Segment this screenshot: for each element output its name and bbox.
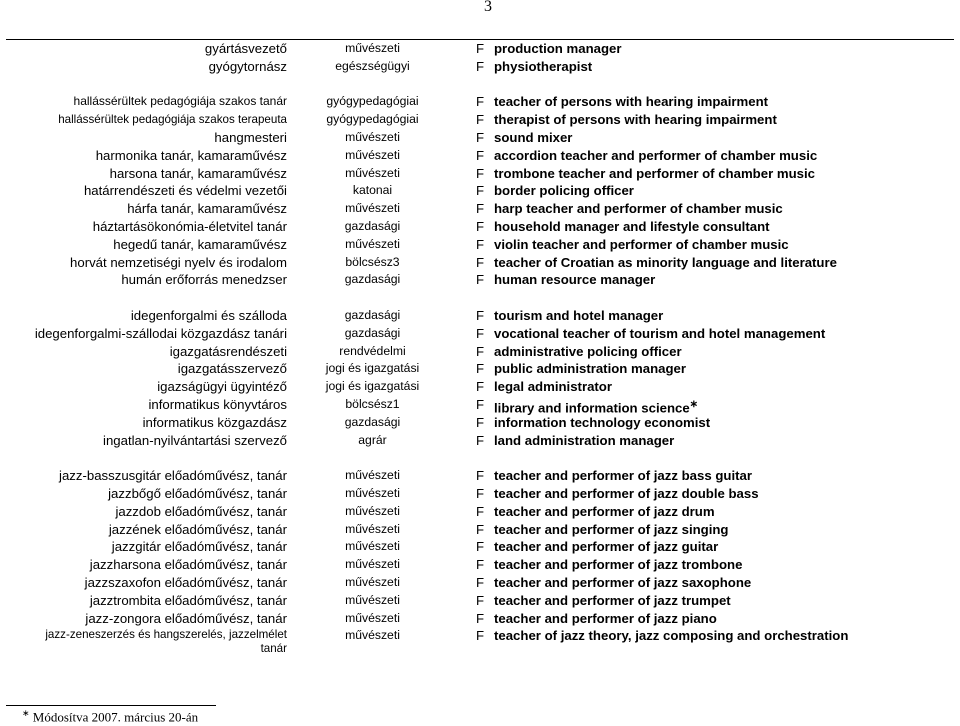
english-translation	[494, 182, 634, 200]
english-translation	[494, 627, 848, 645]
english-text: teacher and performer of jazz saxophone	[494, 574, 752, 590]
english-text: therapist of persons with hearing impairment	[494, 112, 777, 128]
hungarian-term: ingatlan-nyilvántartási szervező	[103, 432, 287, 448]
dictionary-table	[6, 40, 954, 658]
english-text: trombone teacher and performer of chamber music	[494, 165, 815, 181]
level-marker: F	[476, 557, 485, 573]
english-text: teacher and performer of jazz piano	[494, 610, 717, 626]
level-marker: F	[476, 272, 485, 288]
level-marker: F	[476, 183, 485, 199]
english-translation	[494, 236, 789, 254]
english-text: vocational teacher of tourism and hotel management	[494, 325, 826, 341]
level-marker: F	[476, 414, 485, 430]
level-marker: F	[476, 58, 485, 74]
category: művészeti	[345, 628, 400, 643]
category: gazdasági	[344, 307, 401, 322]
category: gyógypedagógiai	[326, 112, 419, 127]
english-translation	[494, 378, 612, 396]
level-marker: F	[476, 628, 485, 644]
english-translation	[494, 521, 729, 539]
table-row	[6, 182, 954, 200]
footnote-rule	[6, 705, 216, 706]
english-translation	[494, 200, 783, 218]
english-text: teacher and performer of jazz drum	[494, 503, 715, 519]
english-text: public administration manager	[494, 361, 686, 377]
table-row	[6, 271, 954, 289]
english-text: teacher and performer of jazz guitar	[494, 539, 719, 555]
hungarian-term: határrendészeti és védelmi vezetői	[83, 183, 287, 199]
english-text: teacher and performer of jazz double bass	[494, 485, 759, 501]
table-row	[6, 307, 954, 325]
hungarian-term: gyártásvezető	[204, 41, 287, 56]
hungarian-term: háztartásökonómia-életvitel tanár	[92, 218, 287, 234]
table-row	[6, 627, 954, 658]
level-marker: F	[476, 254, 485, 270]
category: gyógypedagógiai	[326, 94, 419, 109]
category: rendvédelmi	[339, 343, 406, 358]
english-text: teacher and performer of jazz bass guitar	[494, 468, 752, 484]
footnote-text: Módosítva 2007. március 20-án	[32, 709, 199, 725]
hungarian-term: jazzbőgő előadóművész, tanár	[108, 485, 287, 501]
level-marker: F	[476, 574, 485, 590]
table-row	[6, 432, 954, 450]
english-text: violin teacher and performer of chamber music	[494, 236, 789, 252]
table-row	[6, 129, 954, 147]
level-marker: F	[476, 218, 485, 234]
hungarian-term: igazgatásrendészeti	[169, 343, 287, 359]
hungarian-term: jazzgitár előadóművész, tanár	[111, 539, 287, 555]
level-marker: F	[476, 396, 485, 412]
footnote	[22, 708, 198, 725]
hungarian-term: hallássérültek pedagógiája szakos terapeuta	[58, 113, 287, 127]
category: művészeti	[345, 539, 400, 554]
table-row	[6, 325, 954, 343]
english-text: teacher of persons with hearing impairment	[494, 94, 769, 110]
english-translation	[494, 165, 815, 183]
table-row	[6, 556, 954, 574]
level-marker: F	[476, 201, 485, 217]
hungarian-term: hallássérültek pedagógiája szakos tanár	[73, 94, 287, 109]
hungarian-term: informatikus könyvtáros	[148, 396, 287, 412]
english-translation	[494, 574, 751, 592]
english-translation	[494, 432, 674, 450]
category: művészeti	[345, 557, 400, 572]
english-text: teacher and performer of jazz trumpet	[494, 592, 731, 608]
english-translation	[494, 485, 759, 503]
level-marker: F	[476, 236, 485, 252]
table-row	[6, 343, 954, 361]
level-marker: F	[476, 129, 485, 145]
english-translation	[494, 592, 731, 610]
hungarian-term: jazz-basszusgitár előadóművész, tanár	[59, 468, 287, 484]
level-marker: F	[476, 485, 485, 501]
table-row	[6, 254, 954, 272]
table-row	[6, 40, 954, 58]
english-translation	[494, 503, 715, 521]
level-marker: F	[476, 325, 485, 341]
level-marker: F	[476, 147, 485, 163]
table-row	[6, 378, 954, 396]
category: gazdasági	[344, 272, 401, 287]
level-marker: F	[476, 539, 485, 555]
english-translation	[494, 271, 655, 289]
english-text: teacher and performer of jazz singing	[494, 521, 729, 537]
level-marker: F	[476, 165, 485, 181]
hungarian-term-line2: tanár	[260, 642, 287, 656]
english-text: physiotherapist	[494, 58, 593, 74]
category: művészeti	[345, 574, 400, 589]
table-row	[6, 58, 954, 76]
section-gap	[6, 76, 954, 94]
category: művészeti	[345, 129, 400, 144]
english-text: production manager	[494, 41, 622, 56]
hungarian-term: idegenforgalmi-szállodai közgazdász tanári	[34, 325, 287, 341]
english-text: teacher of jazz theory, jazz composing and orchestration	[494, 628, 849, 644]
english-text: human resource manager	[494, 272, 656, 288]
english-translation	[494, 58, 592, 76]
table-row	[6, 610, 954, 628]
table-row	[6, 521, 954, 539]
level-marker: F	[476, 343, 485, 359]
hungarian-term: hegedű tanár, kamaraművész	[113, 236, 287, 252]
english-translation	[494, 325, 825, 343]
english-text: legal administrator	[494, 379, 612, 395]
hungarian-term: igazságügyi ügyintéző	[157, 379, 287, 395]
category: gazdasági	[344, 325, 401, 340]
table-row	[6, 218, 954, 236]
category: agrár	[358, 432, 387, 447]
english-translation	[494, 414, 710, 432]
english-translation	[494, 360, 686, 378]
english-translation	[494, 343, 682, 361]
category: jogi és igazgatási	[325, 379, 420, 394]
hungarian-term: informatikus közgazdász	[142, 414, 287, 430]
category: katonai	[352, 183, 393, 198]
table-row	[6, 414, 954, 432]
english-text: library and information science	[494, 400, 690, 416]
level-marker: F	[476, 592, 485, 608]
category: egészségügyi	[335, 58, 410, 73]
category: művészeti	[345, 485, 400, 500]
english-translation	[494, 254, 837, 272]
english-text: information technology economist	[494, 414, 711, 430]
english-text: teacher and performer of jazz trombone	[494, 557, 743, 573]
table-row	[6, 236, 954, 254]
category: művészeti	[345, 521, 400, 536]
english-text: administrative policing officer	[494, 343, 682, 359]
english-translation	[494, 307, 663, 325]
english-text: accordion teacher and performer of chamber music	[494, 147, 818, 163]
category: művészeti	[345, 147, 400, 162]
category: művészeti	[345, 592, 400, 607]
category: gazdasági	[344, 218, 401, 233]
category: művészeti	[345, 610, 400, 625]
level-marker: F	[476, 379, 485, 395]
table-row	[6, 360, 954, 378]
english-translation	[494, 93, 768, 111]
level-marker: F	[476, 521, 485, 537]
english-text: harp teacher and performer of chamber music	[494, 201, 783, 217]
table-row	[6, 592, 954, 610]
english-translation	[494, 610, 717, 628]
level-marker: F	[476, 468, 485, 484]
level-marker: F	[476, 112, 485, 128]
table-row	[6, 485, 954, 503]
english-translation	[494, 538, 718, 556]
category: művészeti	[345, 503, 400, 518]
table-row	[6, 503, 954, 521]
hungarian-term-line1: jazz-zeneszerzés és hangszerelés, jazzelmélet	[45, 628, 287, 642]
table-row	[6, 93, 954, 111]
level-marker: F	[476, 610, 485, 626]
section-gap	[6, 289, 954, 307]
category: művészeti	[345, 468, 400, 483]
table-row	[6, 147, 954, 165]
section-gap	[6, 449, 954, 467]
hungarian-term: harsona tanár, kamaraművész	[109, 165, 287, 181]
english-translation	[494, 467, 752, 485]
english-translation	[494, 40, 622, 58]
level-marker: F	[476, 307, 485, 323]
hungarian-term: jazz-zongora előadóművész, tanár	[85, 610, 287, 626]
english-text: border policing officer	[494, 183, 634, 199]
hungarian-term: idegenforgalmi és szálloda	[130, 307, 287, 323]
hungarian-term: jazzdob előadóművész, tanár	[115, 503, 287, 519]
table-row	[6, 574, 954, 592]
hungarian-term: horvát nemzetiségi nyelv és irodalom	[70, 254, 287, 270]
english-translation	[494, 556, 742, 574]
english-text: sound mixer	[494, 129, 573, 145]
level-marker: F	[476, 361, 485, 377]
table-row	[6, 396, 954, 414]
english-translation	[494, 147, 817, 165]
category: művészeti	[345, 201, 400, 216]
hungarian-term: jazzének előadóművész, tanár	[108, 521, 287, 537]
table-row	[6, 165, 954, 183]
table-row	[6, 538, 954, 556]
hungarian-term: humán erőforrás menedzser	[121, 272, 287, 288]
hungarian-term: jazztrombita előadóművész, tanár	[89, 592, 287, 608]
level-marker: F	[476, 432, 485, 448]
category: művészeti	[345, 165, 400, 180]
hungarian-term: harmonika tanár, kamaraművész	[95, 147, 287, 163]
level-marker: F	[476, 41, 485, 56]
page-number: 3	[484, 0, 492, 15]
level-marker: F	[476, 94, 485, 110]
english-text: land administration manager	[494, 432, 675, 448]
table-row	[6, 467, 954, 485]
hungarian-term: jazzszaxofon előadóművész, tanár	[84, 574, 287, 590]
category: művészeti	[345, 41, 400, 55]
english-translation	[494, 129, 572, 147]
level-marker: F	[476, 503, 485, 519]
hungarian-term: hárfa tanár, kamaraművész	[127, 201, 287, 217]
english-text: tourism and hotel manager	[494, 307, 664, 323]
table-row	[6, 200, 954, 218]
english-translation	[494, 111, 777, 129]
category: bölcsész1	[345, 396, 400, 411]
hungarian-term: igazgatásszervező	[177, 361, 287, 377]
hungarian-term: hangmesteri	[214, 129, 287, 145]
footnote-marker: ∗	[22, 708, 30, 718]
table-row	[6, 111, 954, 129]
hungarian-term: jazzharsona előadóművész, tanár	[89, 557, 287, 573]
hungarian-term: gyógytornász	[208, 58, 287, 74]
english-translation	[494, 218, 770, 236]
category: bölcsész3	[345, 254, 400, 269]
english-text: teacher of Croatian as minority language and literature	[494, 254, 837, 270]
hungarian-term	[0, 628, 287, 656]
category: gazdasági	[344, 414, 401, 429]
english-text: household manager and lifestyle consultant	[494, 218, 770, 234]
category: művészeti	[345, 236, 400, 251]
footnote-reference: ∗	[689, 398, 699, 410]
category: jogi és igazgatási	[325, 361, 420, 376]
